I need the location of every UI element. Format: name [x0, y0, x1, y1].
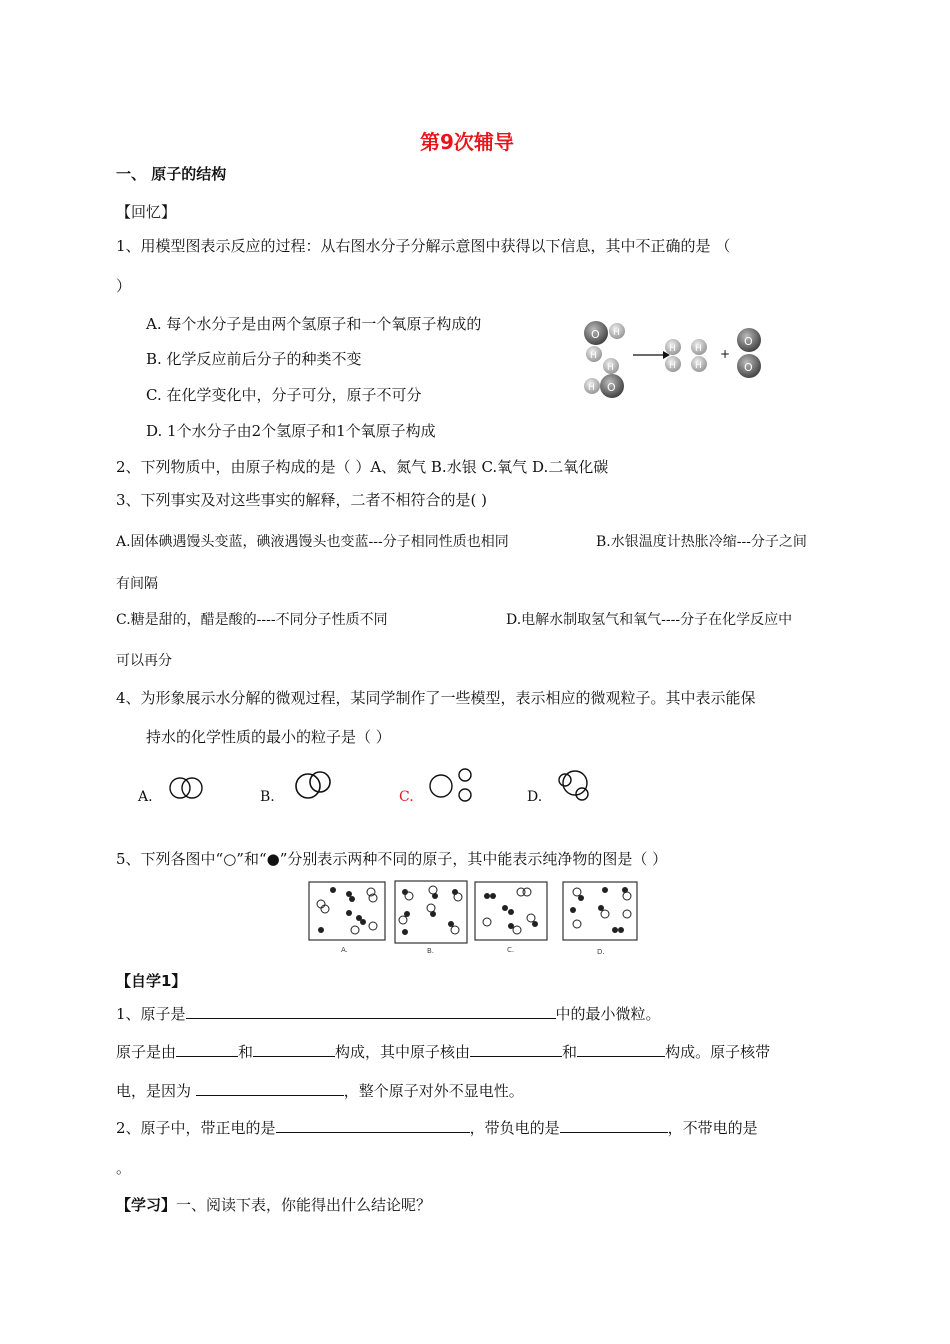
- text-segment: 和: [562, 1043, 578, 1061]
- selfstudy-line-1: [116, 1003, 661, 1024]
- oxygen-molecule: [737, 328, 761, 378]
- answer-blank[interactable]: [470, 1042, 562, 1057]
- selfstudy-line-3: [116, 1080, 524, 1101]
- q4-stem: 4、为形象展示水分解的微观过程，某同学制作了一些模型，表示相应的微观粒子。其中表示能保: [116, 689, 756, 707]
- selfstudy-line-5: 。: [116, 1159, 132, 1177]
- q5-box-d: [563, 882, 637, 956]
- q5-box-a: [309, 882, 385, 954]
- q1-option-b: B. 化学反应前后分子的种类不变: [146, 350, 362, 368]
- h-atom-label: H: [669, 361, 676, 371]
- text-segment: 构成。原子核带: [665, 1043, 771, 1061]
- study-text: 一、阅读下表，你能得出什么结论呢？: [176, 1196, 432, 1214]
- q1-option-c: C. 在化学变化中，分子可分，原子不可分: [146, 386, 422, 404]
- text-segment: 带正电的是: [200, 1119, 276, 1137]
- q4-label-a: A.: [138, 789, 153, 805]
- text-segment: ，带负电的是: [469, 1119, 560, 1137]
- text-segment: 构成，其中原子核由: [335, 1043, 471, 1061]
- page-title: 第9次辅导: [420, 130, 514, 154]
- h-atom-label: H: [588, 383, 595, 393]
- q5-box-c-label: C.: [507, 946, 515, 954]
- answer-blank[interactable]: [276, 1118, 470, 1133]
- reaction-arrow: [633, 351, 670, 359]
- q4-label-d: D.: [527, 789, 543, 805]
- q3-option-a: A.固体碘遇馒头变蓝，碘液遇馒头也变蓝---分子相同性质也相同: [116, 534, 509, 550]
- answer-blank[interactable]: [253, 1042, 335, 1057]
- q4-label-c: C.: [399, 789, 414, 805]
- selfstudy-line-4: [116, 1117, 758, 1138]
- water-molecule-2: [584, 358, 624, 398]
- answer-blank[interactable]: [577, 1042, 665, 1057]
- text-segment: 和: [238, 1043, 254, 1061]
- text-segment: 2、原子中，: [116, 1119, 201, 1137]
- text-segment: 1、原子是: [116, 1005, 186, 1023]
- o-atom-label: O: [744, 335, 753, 348]
- h-atom-label: H: [590, 351, 597, 361]
- hydrogen-molecules: [665, 339, 707, 372]
- o-atom-label: O: [591, 328, 600, 341]
- selfstudy-line-2: [116, 1041, 770, 1062]
- q5-box-d-label: D.: [597, 948, 605, 956]
- q4-model-a: [168, 776, 208, 802]
- answer-blank[interactable]: [560, 1118, 668, 1133]
- q1-option-a: A. 每个水分子是由两个氢原子和一个氧原子构成的: [146, 315, 482, 333]
- text-segment: ，不带电的是: [667, 1119, 758, 1137]
- plus-sign: +: [720, 347, 731, 361]
- q5-box-b: [395, 881, 467, 955]
- q4-model-d: [556, 768, 596, 804]
- q3-option-d-tail: 可以再分: [116, 653, 172, 669]
- q4-model-b: [294, 770, 334, 800]
- recall-label: 【回忆】: [116, 203, 177, 221]
- q4-model-c: [428, 768, 478, 804]
- text-segment: ，整个原子对外不显电性。: [343, 1082, 524, 1100]
- study-line: [116, 1194, 431, 1215]
- section-heading: 一、 原子的结构: [116, 165, 227, 183]
- h-atom-label: H: [669, 344, 676, 354]
- q3-option-c: C.糖是甜的，醋是酸的----不同分子性质不同: [116, 612, 388, 628]
- study-label: 【学习】: [116, 1196, 177, 1214]
- h-atom-label: H: [607, 363, 614, 373]
- h-atom-label: H: [695, 344, 702, 354]
- answer-blank[interactable]: [186, 1004, 556, 1019]
- q1-stem-tail: ）: [116, 277, 132, 295]
- text-segment: 中的最小微粒。: [555, 1005, 661, 1023]
- q3-option-d: D.电解水制取氢气和氧气----分子在化学反应中: [506, 612, 793, 628]
- water-molecule-1: [584, 321, 625, 362]
- q3-option-b-tail: 有间隔: [116, 576, 158, 592]
- text-segment: 电，是因为: [116, 1082, 192, 1100]
- q2-text: 2、下列物质中，由原子构成的是（ ）A、氮气 B.水银 C.氧气 D.二氧化碳: [116, 458, 609, 476]
- text-segment: 原子是由: [116, 1043, 177, 1061]
- water-decomposition-diagram: [575, 318, 775, 408]
- h-atom-label: H: [613, 328, 620, 338]
- q3-stem: 3、下列事实及对这些事实的解释，二者不相符合的是( ): [116, 491, 488, 509]
- q5-box-c: [475, 882, 547, 954]
- o-atom-label: O: [607, 381, 616, 394]
- answer-blank[interactable]: [196, 1081, 344, 1096]
- q5-box-b-label: B.: [427, 947, 435, 955]
- o-atom-label: O: [744, 361, 753, 374]
- q4-label-b: B.: [260, 789, 275, 805]
- selfstudy-label: 【自学1】: [116, 972, 187, 990]
- q5-particle-boxes: [305, 878, 645, 958]
- h-atom-label: H: [695, 361, 702, 371]
- q5-box-a-label: A.: [341, 946, 348, 954]
- q1-stem: 1、用模型图表示反应的过程：从右图水分子分解示意图中获得以下信息，其中不正确的是 （: [116, 237, 731, 255]
- q4-stem-tail: 持水的化学性质的最小的粒子是（ ）: [146, 728, 391, 746]
- q3-option-b: B.水银温度计热胀冷缩---分子之间: [596, 534, 807, 550]
- q1-option-d: D. 1个水分子由2个氢原子和1个氧原子构成: [146, 422, 436, 440]
- q5-stem: 5、下列各图中“○”和“●”分别表示两种不同的原子，其中能表示纯净物的图是（ ）: [116, 850, 668, 868]
- answer-blank[interactable]: [176, 1042, 238, 1057]
